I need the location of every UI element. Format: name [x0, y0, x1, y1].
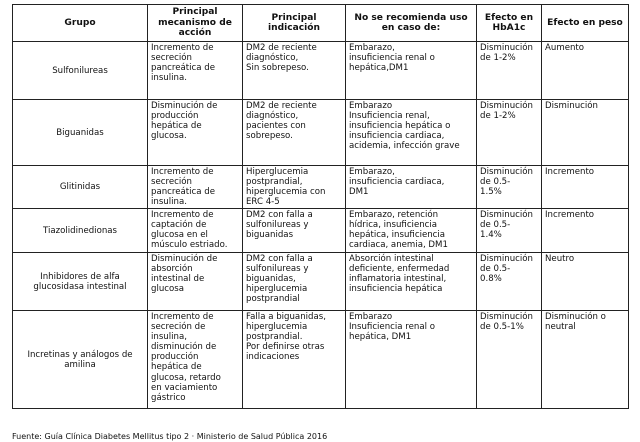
cell-text-line: glucosa. [151, 131, 187, 142]
cell-text-line: 0.8% [480, 274, 502, 285]
mechanism-cell [148, 209, 243, 253]
indication-cell [243, 100, 346, 166]
mechanism-cell [148, 311, 243, 409]
cell-text-line: Disminución [480, 43, 533, 53]
cell-text-line: disminución de [151, 342, 217, 353]
cell-text-line: diagnóstico, [246, 111, 299, 122]
table-row [13, 42, 629, 100]
cell-text-line: Sin sobrepeso. [246, 63, 309, 74]
cell-text-line: insulina. [151, 73, 187, 84]
weight-cell [542, 166, 629, 209]
cell-text-line: de 0.5- [480, 264, 511, 275]
cell-text-line: producción [151, 352, 199, 363]
cell-text-line: Disminución [545, 101, 598, 111]
cell-text-line: insuficiencia hepática [349, 284, 443, 295]
cell-text-line: hiperglucemia [246, 284, 308, 295]
cell-text-line: hepática,DM1 [349, 63, 409, 74]
contraindication-cell [346, 42, 477, 100]
cell-text-line: Hiperglucemia [246, 167, 309, 177]
cell-text-line: acidemia, infección grave [349, 141, 460, 152]
cell-text-line: 1.4% [480, 230, 502, 241]
table-row [13, 311, 629, 409]
cell-text-line: pacientes con [246, 121, 306, 132]
cell-text-line: Embarazo, retención [349, 210, 439, 220]
cell-text-line: secreción de [151, 322, 206, 333]
cell-text-line: pancreática de [151, 63, 216, 74]
oral-antidiabetics-table [12, 4, 629, 409]
document-page [12, 4, 628, 409]
group-cell: Incretinas y análogos de amilina [13, 311, 148, 409]
hba1c-cell [477, 209, 542, 253]
cell-text-line: insuficiencia cardiaca, [349, 131, 445, 142]
group-cell: Inhibidores de alfa glucosidasa intestinal [13, 253, 148, 311]
cell-text-line: ERC 4-5 [246, 197, 280, 208]
cell-text-line: Falla a biguanidas, [246, 312, 326, 322]
cell-text-line: hiperglucemia [246, 322, 308, 333]
cell-text-line: indicaciones [246, 352, 300, 363]
table-row [13, 209, 629, 253]
table-row [13, 166, 629, 209]
cell-text-line: pancreática de [151, 187, 216, 198]
cell-text-line: Insuficiencia renal, [349, 111, 430, 122]
cell-text-line: producción [151, 111, 199, 122]
cell-text-line: DM1 [349, 187, 369, 198]
cell-text-line: DM2 de reciente [246, 101, 317, 111]
cell-text-line: Absorción intestinal [349, 254, 434, 264]
cell-text-line: hepática, DM1 [349, 332, 412, 343]
cell-text-line: neutral [545, 322, 576, 333]
hba1c-cell [477, 253, 542, 311]
contraindication-cell [346, 311, 477, 409]
cell-text-line: inflamatoria intestinal, [349, 274, 447, 285]
cell-text-line: hepática de [151, 362, 202, 373]
cell-text-line: 1.5% [480, 187, 502, 198]
cell-text-line: insuficiencia renal o [349, 53, 435, 64]
cell-text-line: DM2 de reciente [246, 43, 317, 53]
indication-cell [243, 166, 346, 209]
cell-text-line: hiperglucemia con [246, 187, 326, 198]
cell-text-line: de 0.5-1% [480, 322, 524, 333]
cell-text-line: de 1-2% [480, 53, 516, 64]
contraindication-cell [346, 209, 477, 253]
contraindication-cell [346, 166, 477, 209]
cell-text-line: de 0.5- [480, 177, 511, 188]
indication-cell [243, 209, 346, 253]
cell-text-line: Embarazo [349, 312, 393, 322]
cell-text-line: sulfonilureas y [246, 220, 309, 231]
contraindication-cell [346, 100, 477, 166]
cell-text-line: en vaciamiento [151, 382, 218, 393]
cell-text-line: absorción [151, 264, 193, 275]
cell-text-line: cardiaca, anemia, DM1 [349, 240, 448, 251]
table-body [13, 42, 629, 409]
cell-text-line: hídrica, insuficiencia [349, 220, 438, 231]
cell-text-line: glucosa, retardo [151, 372, 221, 383]
cell-text-line: Incremento de [151, 312, 214, 322]
weight-cell [542, 42, 629, 100]
group-cell: Glitinidas [13, 166, 148, 209]
mechanism-cell [148, 42, 243, 100]
cell-text-line: DM2 con falla a [246, 254, 313, 264]
cell-text-line: Por definirse otras [246, 342, 325, 353]
cell-text-line: de 1-2% [480, 111, 516, 122]
cell-text-line: Embarazo [349, 101, 393, 111]
cell-text-line: captación de [151, 220, 207, 231]
cell-text-line: secreción [151, 53, 192, 64]
cell-text-line: postprandial [246, 294, 300, 305]
mechanism-cell [148, 166, 243, 209]
header-hba1c: Efecto en HbA1c [477, 5, 542, 42]
contraindication-cell [346, 253, 477, 311]
table-source-footer: Fuente: Guía Clínica Diabetes Mellitus tipo 2 · Ministerio de Salud Pública 2016 [12, 432, 328, 441]
table-row [13, 253, 629, 311]
cell-text-line: secreción [151, 177, 192, 188]
weight-cell [542, 253, 629, 311]
cell-text-line: Aumento [545, 43, 585, 53]
cell-text-line: insuficiencia hepática o [349, 121, 451, 132]
cell-text-line: intestinal de [151, 274, 205, 285]
cell-text-line: Disminución de [151, 101, 218, 111]
cell-text-line: de 0.5- [480, 220, 511, 231]
cell-text-line: Neutro [545, 254, 575, 264]
cell-text-line: diagnóstico, [246, 53, 299, 64]
cell-text-line: músculo estriado. [151, 240, 228, 251]
cell-text-line: deficiente, enfermedad [349, 264, 450, 275]
cell-text-line: Disminución o [545, 312, 606, 322]
cell-text-line: Incremento de [151, 167, 214, 177]
weight-cell [542, 100, 629, 166]
weight-cell [542, 209, 629, 253]
cell-text-line: Disminución de [151, 254, 218, 264]
table-row [13, 100, 629, 166]
header-no-recomienda: No se recomienda uso en caso de: [346, 5, 477, 42]
mechanism-cell [148, 253, 243, 311]
weight-cell [542, 311, 629, 409]
table-header-row [13, 5, 629, 42]
indication-cell [243, 311, 346, 409]
cell-text-line: insulina, [151, 332, 187, 343]
cell-text-line: Incremento [545, 167, 595, 177]
cell-text-line: gástrico [151, 392, 186, 403]
cell-text-line: glucosa [151, 284, 185, 295]
cell-text-line: Disminución [480, 312, 533, 322]
cell-text-line: glucosa en el [151, 230, 208, 241]
cell-text-line: sobrepeso. [246, 131, 293, 142]
cell-text-line: postprandial. [246, 332, 303, 343]
cell-text-line: Incremento [545, 210, 595, 220]
header-grupo: Grupo [13, 5, 148, 42]
cell-text-line: Insuficiencia renal o [349, 322, 435, 333]
cell-text-line: postprandial, [246, 177, 303, 188]
cell-text-line: sulfonilureas y [246, 264, 309, 275]
mechanism-cell [148, 100, 243, 166]
cell-text-line: Incremento de [151, 43, 214, 53]
header-mecanismo: Principal mecanismo de acción [148, 5, 243, 42]
cell-text-line: insulina. [151, 197, 187, 208]
indication-cell [243, 42, 346, 100]
cell-text-line: Incremento de [151, 210, 214, 220]
cell-text-line: hepática de [151, 121, 202, 132]
cell-text-line: biguanidas, [246, 274, 296, 285]
cell-text-line: insuficiencia cardiaca, [349, 177, 445, 188]
group-cell: Sulfonilureas [13, 42, 148, 100]
hba1c-cell [477, 100, 542, 166]
cell-text-line: biguanidas [246, 230, 294, 241]
cell-text-line: Disminución [480, 210, 533, 220]
hba1c-cell [477, 311, 542, 409]
indication-cell [243, 253, 346, 311]
cell-text-line: hepática, insuficiencia [349, 230, 446, 241]
header-indicacion: Principal indicación [243, 5, 346, 42]
cell-text-line: Embarazo, [349, 167, 395, 177]
header-peso: Efecto en peso [542, 5, 629, 42]
group-cell: Biguanidas [13, 100, 148, 166]
hba1c-cell [477, 166, 542, 209]
hba1c-cell [477, 42, 542, 100]
cell-text-line: Embarazo, [349, 43, 395, 53]
cell-text-line: DM2 con falla a [246, 210, 313, 220]
cell-text-line: Disminución [480, 101, 533, 111]
cell-text-line: Disminución [480, 167, 533, 177]
group-cell: Tiazolidinedionas [13, 209, 148, 253]
cell-text-line: Disminución [480, 254, 533, 264]
